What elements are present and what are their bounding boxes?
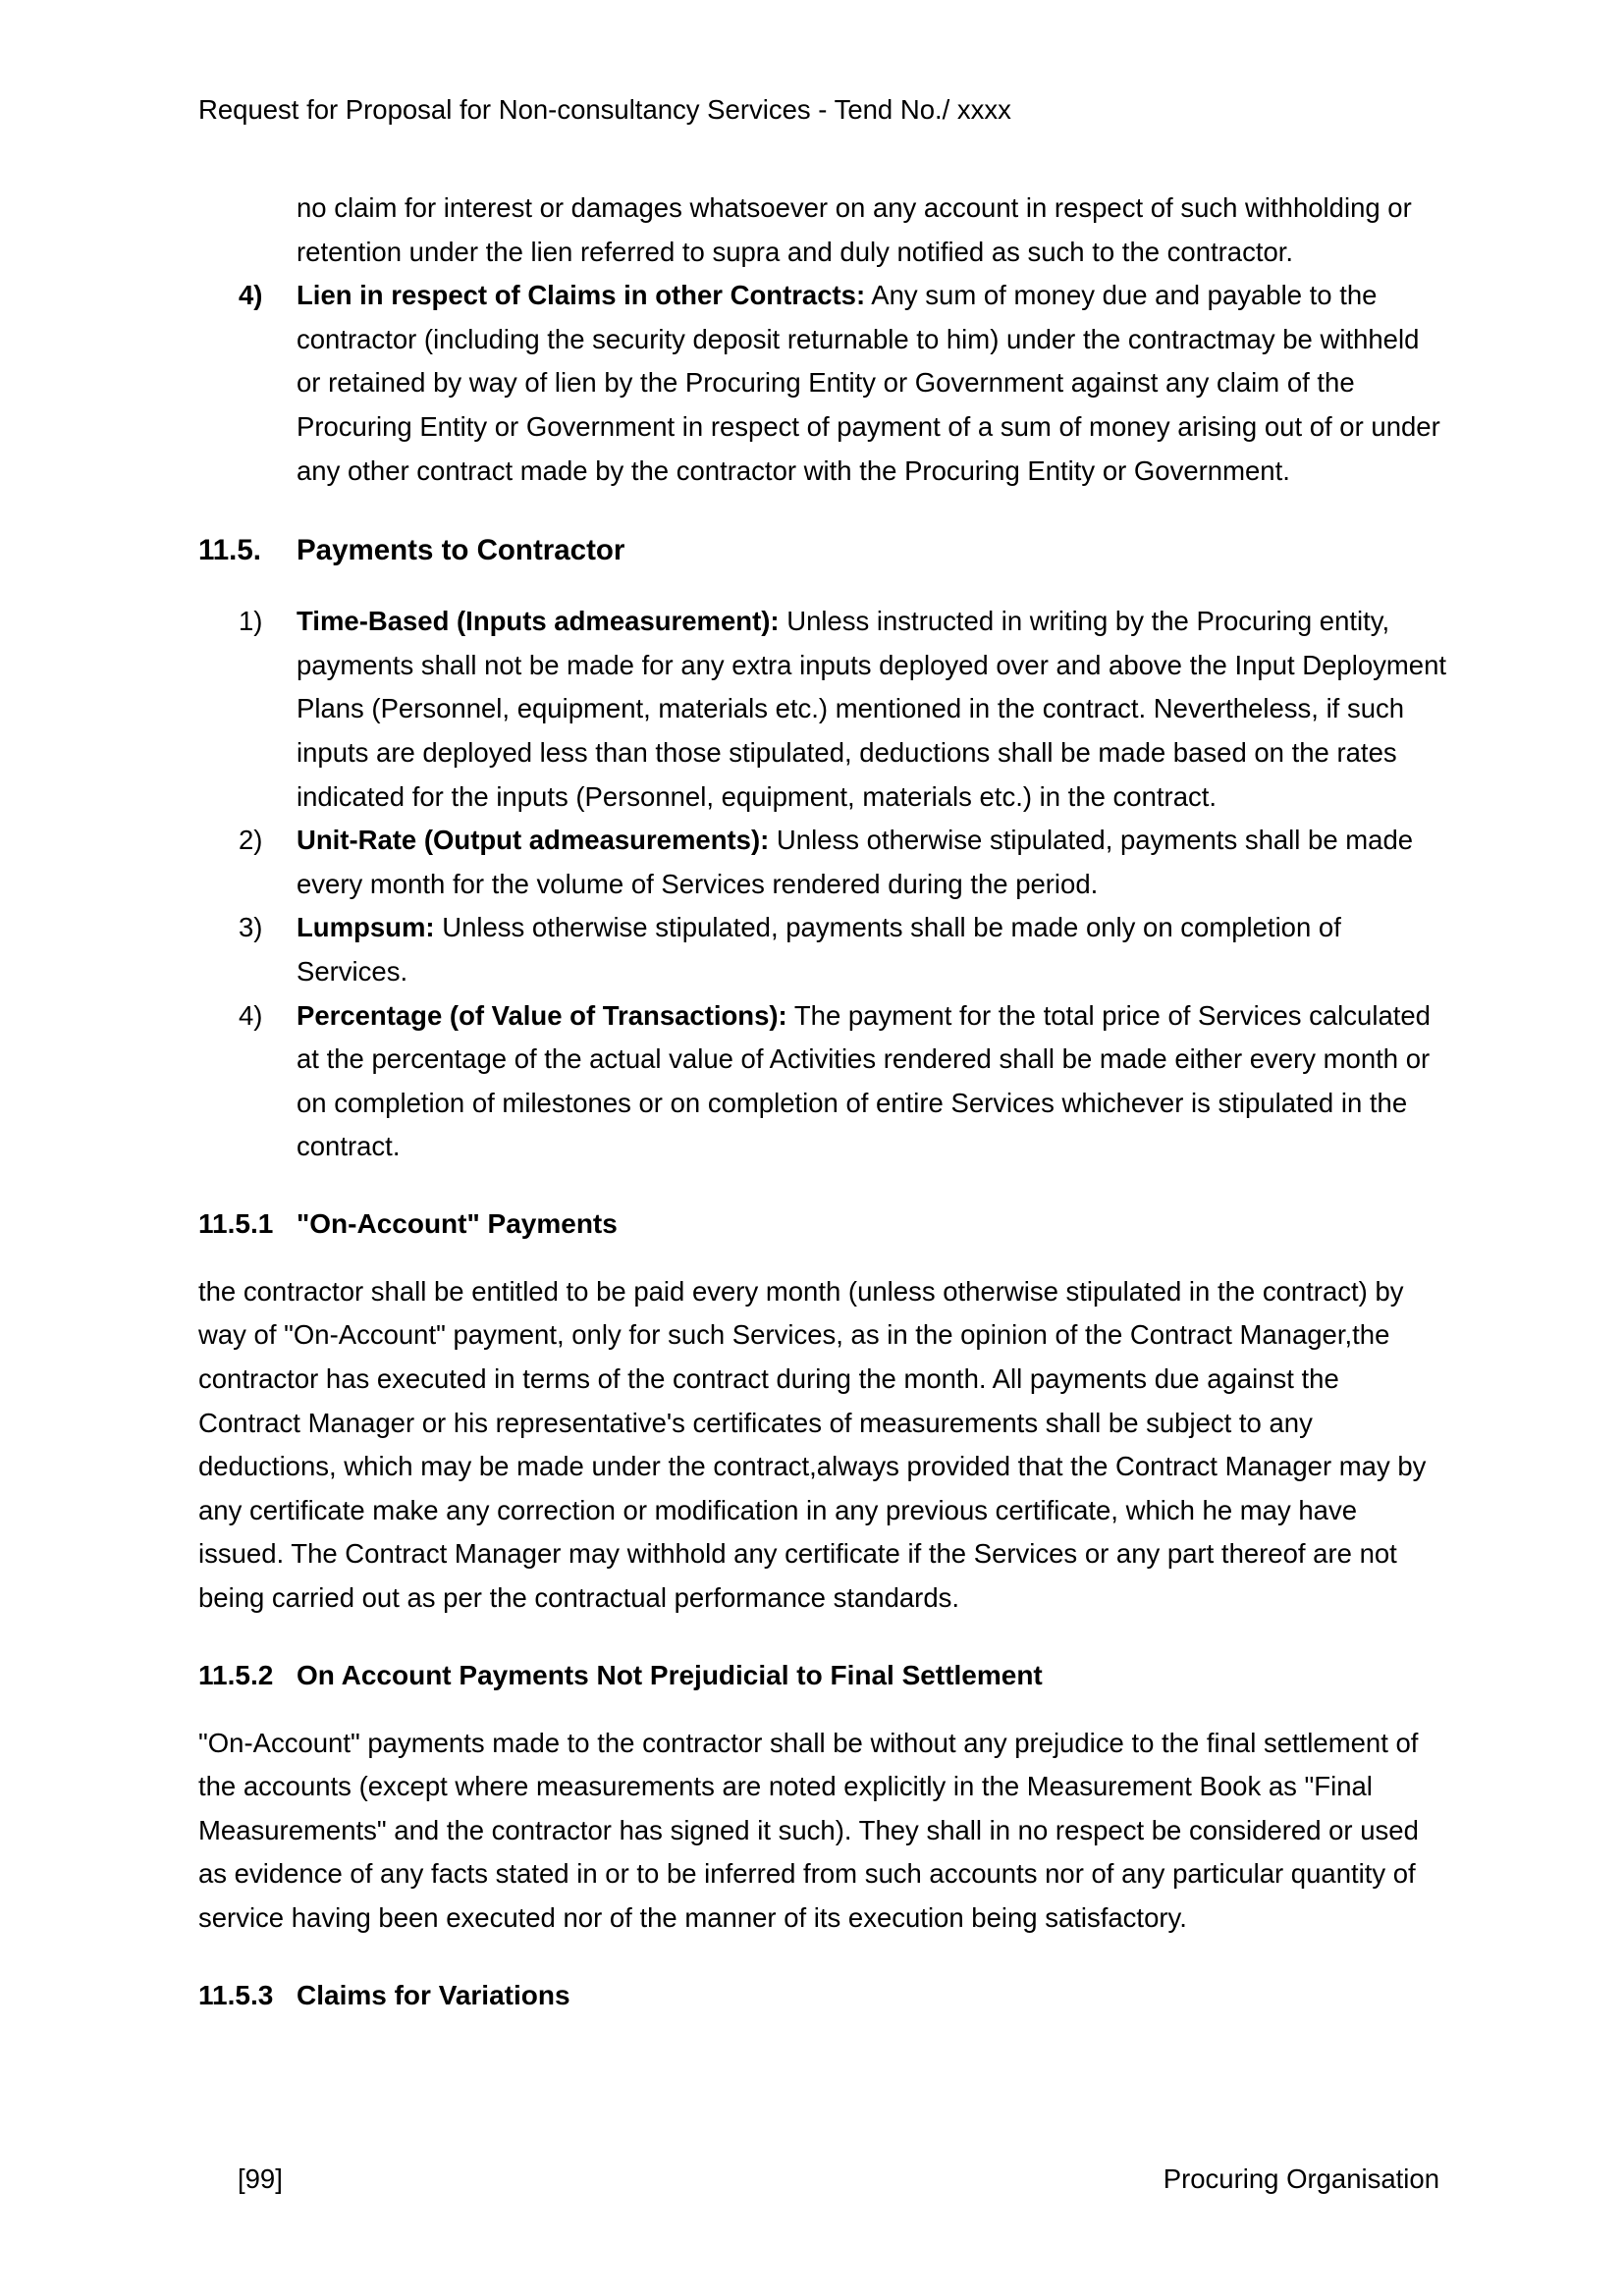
section-title: Payments to Contractor <box>297 534 625 567</box>
list-item-lead: Lien in respect of Claims in other Contracts: <box>297 280 866 311</box>
list-item-number: 4) <box>239 280 263 311</box>
section-heading-final-settlement <box>198 1653 1447 1698</box>
section-heading-payments-to-contractor <box>198 528 1447 573</box>
list-item-number: 1) <box>239 606 263 637</box>
section-number: 11.5.1 <box>198 1207 274 1239</box>
list-item-unit-rate <box>198 819 1447 906</box>
list-item-lead: Percentage (of Value of Transactions): <box>297 999 787 1031</box>
list-item-text: Unless otherwise stipulated, payments shall be made only on completion of Services. <box>297 912 1341 987</box>
list-item-body <box>297 819 1447 906</box>
list-item-percentage <box>198 994 1447 1169</box>
paragraph-on-account-payments: the contractor shall be entitled to be paid every month (unless otherwise stipulated in the contract) by way of "On-Account" payment, only for such Services, as in the opinion of the Contract Manager,the contractor has executed in terms of the contract during the month. All payments due against the Contract Manager or his representative's certificates of measurements shall be subject to any deductions, which may be made under the contract,always provided that the Contract Manager may by any certificate make any correction or modification in any previous certificate, which he may have issued. The Contract Manager may withhold any certificate if the Services or any part thereof are not being carried out as per the contractual performance standards. <box>198 1275 1427 1614</box>
list-item-text: Unless instructed in writing by the Procuring entity, payments shall not be made for any extra inputs deployed over and above the Input Deployment Plans (Personnel, equipment, materials etc.) mentioned in the contract. Nevertheless, if such inputs are deployed less than those stipulated, deductions shall be made based on the rates indicated for the inputs (Personnel, equipment, materials etc.) in the contract. <box>297 606 1447 812</box>
list-item-lead: Lumpsum: <box>297 912 435 943</box>
list-item-text: The payment for the total price of Services calculated at the percentage of the actual value of Activities rendered shall be made either every month or on completion of milestones or on completion of entire Services whichever is stipulated in the contract. <box>297 999 1431 1162</box>
list-item-lead: Unit-Rate (Output admeasurements): <box>297 825 770 856</box>
list-item-body <box>297 274 1447 493</box>
section-number: 11.5. <box>198 534 261 567</box>
list-item-number: 3) <box>239 912 263 943</box>
list-item-lumpsum <box>198 906 1447 993</box>
page-header <box>198 92 1011 128</box>
list-item-number: 4) <box>239 999 263 1031</box>
section-heading-on-account-payments <box>198 1201 1447 1247</box>
section-heading-claims-for-variations <box>198 1973 1447 2018</box>
list-item-number: 2) <box>239 825 263 856</box>
continuation-paragraph: no claim for interest or damages whatsoever on any account in respect of such withholding or retention under the lien referred to supra and duly notified as such to the contractor. <box>297 192 1412 267</box>
section-number: 11.5.2 <box>198 1659 274 1690</box>
paragraph-final-settlement: "On-Account" payments made to the contractor shall be without any prejudice to the final settlement of the accounts (except where measurements are noted explicitly in the Measurement Book as "Final Measurements" and the contractor has signed it such). They shall in no respect be considered or used as evidence of any facts stated in or to be inferred from such accounts nor of any particular quantity of service having been executed nor of the manner of its execution being satisfactory. <box>198 1727 1419 1933</box>
section-number: 11.5.3 <box>198 1979 274 2010</box>
list-item-text: Unless otherwise stipulated, payments shall be made every month for the volume of Services rendered during the period. <box>297 825 1414 899</box>
list-item-lead: Time-Based (Inputs admeasurement): <box>297 606 780 637</box>
footer-organisation: Procuring Organisation <box>1163 2163 1439 2194</box>
list-item-body <box>297 906 1447 993</box>
list-item-text: Any sum of money due and payable to the contractor (including the security deposit returnable to him) under the contractmay be withheld or retained by way of lien by the Procuring Entity or Government against any claim of the Procuring Entity or Government in respect of payment of a sum of money arising out of or under any other contract made by the contractor with the Procuring Entity or Government. <box>297 280 1440 486</box>
list-item-body <box>297 994 1447 1169</box>
list-item-body <box>297 600 1447 819</box>
document-body <box>198 187 1447 2042</box>
list-item-lien-claims <box>198 274 1447 493</box>
section-title: Claims for Variations <box>297 1979 570 2010</box>
page-number: [99] <box>238 2163 283 2194</box>
section-title: "On-Account" Payments <box>297 1207 618 1239</box>
page-footer <box>0 2158 1624 2201</box>
header-title: Request for Proposal for Non-consultancy Services - Tend No./ xxxx <box>198 94 1011 125</box>
list-item-time-based <box>198 600 1447 819</box>
section-title: On Account Payments Not Prejudicial to Final Settlement <box>297 1659 1043 1690</box>
